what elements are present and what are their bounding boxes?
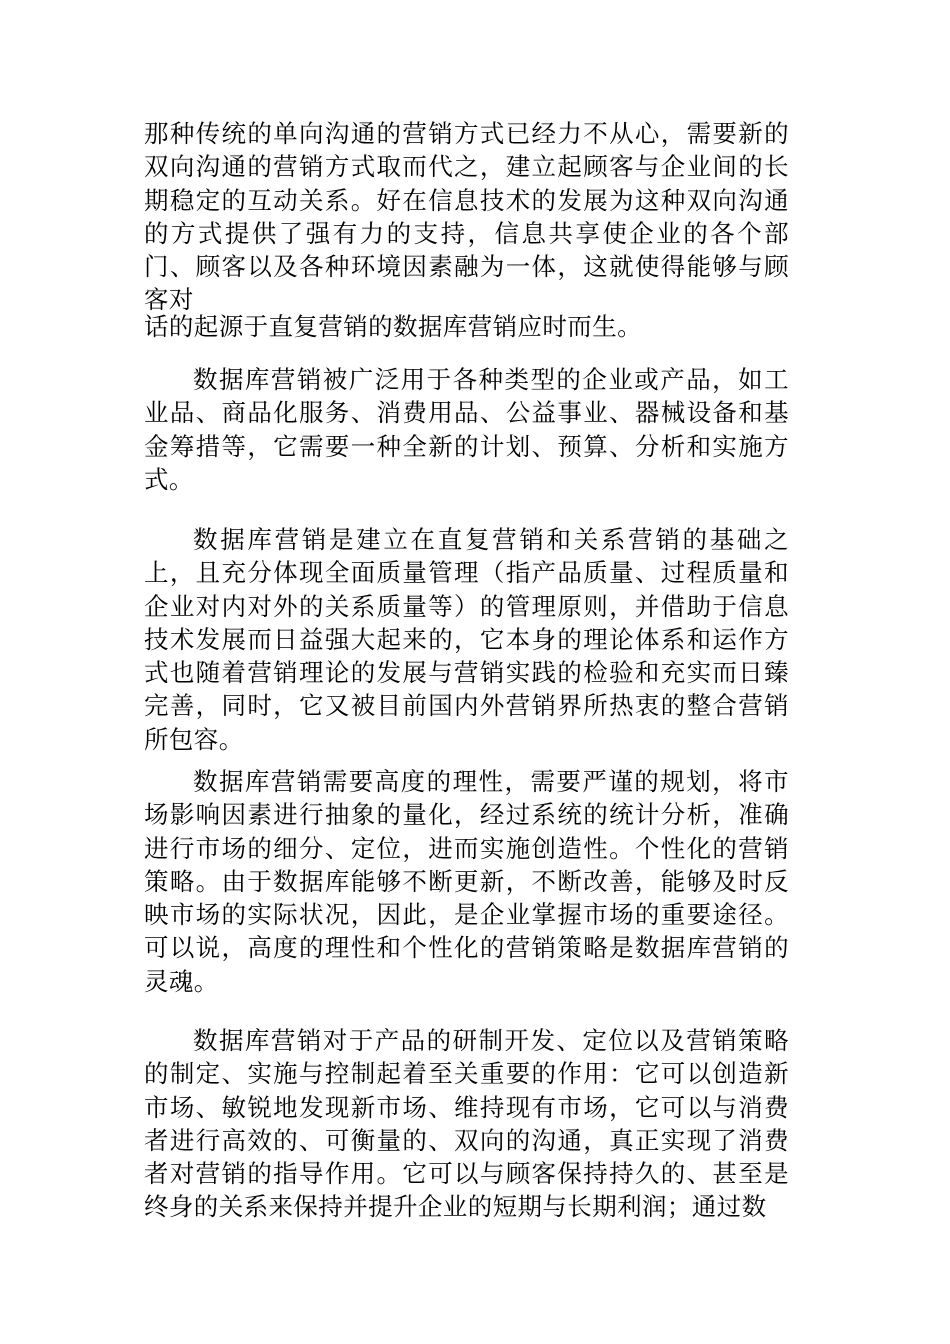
paragraph-continuation: 那种传统的单向沟通的营销方式已经力不从心，需要新的双向沟通的营销方式取而代之，建立起顾客与企业间的长期稳定的互动关系。好在信息技术的发展为这种双向沟通的方式提供了强有力的支持，信息共享使企业的各个部门、顾客以及各种环境因素融为一体，这就使得能够与顾客对	[144, 119, 789, 315]
paragraph-rationality: 数据库营销需要高度的理性，需要严谨的规划，将市场影响因素进行抽象的量化，经过系统的统计分析，准确进行市场的细分、定位，进而实施创造性。个性化的营销策略。由于数据库能够不断更新，不断改善，能够及时反映市场的实际状况，因此，是企业掌握市场的重要途径。可以说，高度的理性和个性化的营销策略是数据库营销的灵魂。	[144, 767, 789, 996]
paragraph-applications: 数据库营销被广泛用于各种类型的企业或产品，如工业品、商品化服务、消费用品、公益事业、器械设备和基金筹措等，它需要一种全新的计划、预算、分析和实施方式。	[144, 365, 789, 494]
paragraph-continuation-end: 话的起源于直复营销的数据库营销应时而生。	[144, 312, 642, 341]
paragraph-role: 数据库营销对于产品的研制开发、定位以及营销策略的制定、实施与控制起着至关重要的作用：它可以创造新市场、敏锐地发现新市场、维持现有市场，它可以与消费者进行高效的、可衡量的、双向的沟通，真正实现了消费者对营销的指导作用。它可以与顾客保持持久的、甚至是终身的关系来保持并提升企业的短期与长期利润；通过数	[144, 1026, 789, 1222]
paragraph-foundation: 数据库营销是建立在直复营销和关系营销的基础之上，且充分体现全面质量管理（指产品质量、过程质量和企业对内对外的关系质量等）的管理原则，并借助于信息技术发展而日益强大起来的，它本身的理论体系和运作方式也随着营销理论的发展与营销实践的检验和充实而日臻完善，同时，它又被目前国内外营销界所热衷的整合营销所包容。	[144, 525, 789, 754]
